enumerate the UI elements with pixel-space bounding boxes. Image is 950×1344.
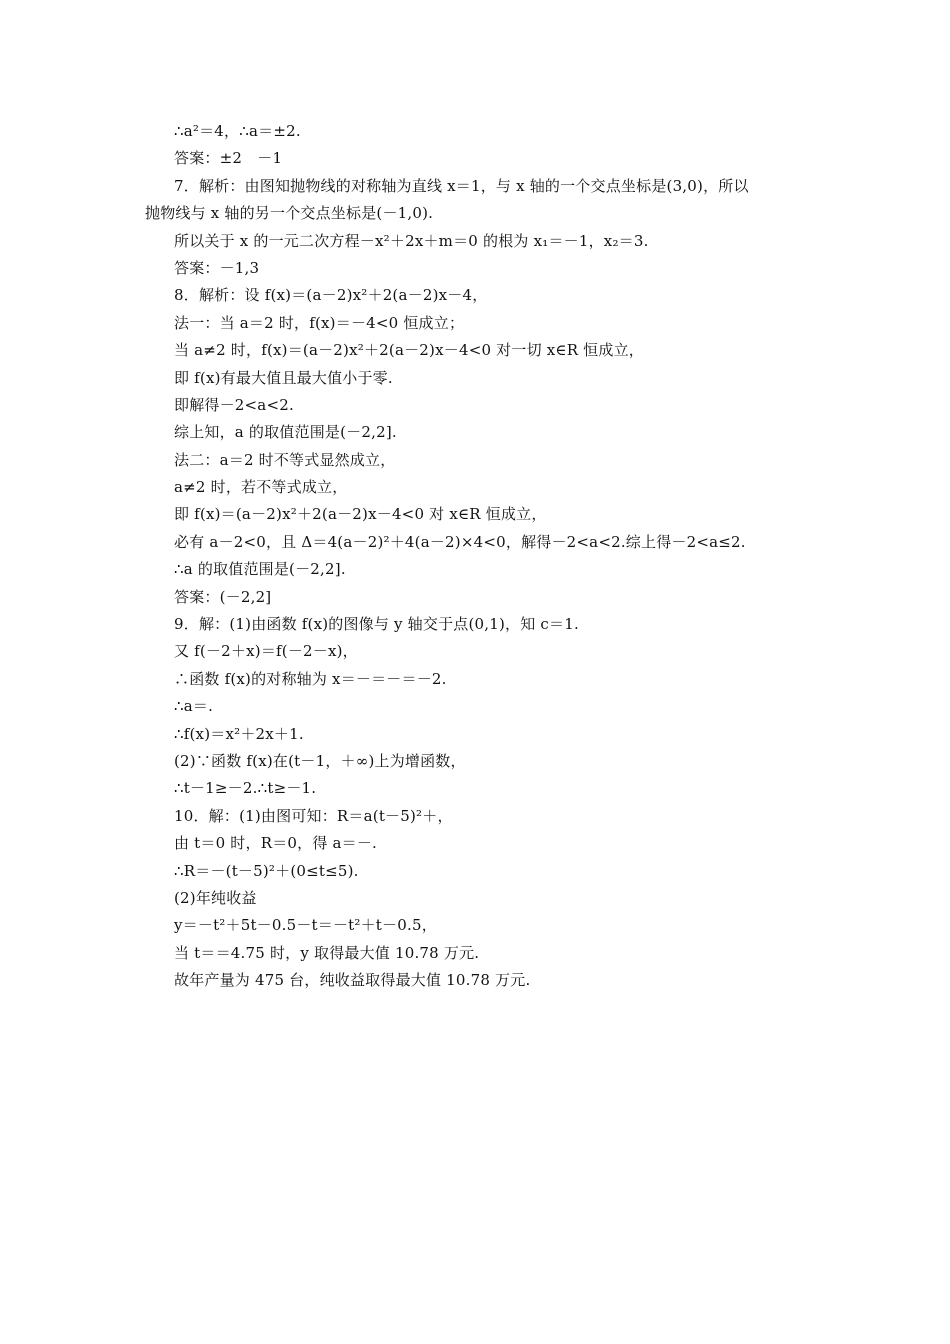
- answer-line: 答案：±2 －1: [174, 149, 283, 168]
- text-line: ∴t－1≥－2.∴t≥－1.: [174, 779, 317, 798]
- text-line: 即 f(x)＝(a－2)x²＋2(a－2)x－4<0 对 x∈R 恒成立，: [174, 505, 547, 524]
- text-line: 法二：a＝2 时不等式显然成立，: [174, 450, 396, 469]
- text-line: (2)∵函数 f(x)在(t－1，＋∞)上为增函数，: [174, 751, 466, 770]
- text-line: a≠2 时，若不等式成立，: [174, 478, 348, 497]
- text-line: 即解得－2<a<2.: [174, 395, 294, 414]
- text-line: ∴函数 f(x)的对称轴为 x＝－＝－＝－2.: [174, 669, 447, 688]
- text-line: 由 t＝0 时，R＝0，得 a＝－.: [174, 834, 378, 853]
- text-line: 当 a≠2 时，f(x)＝(a－2)x²＋2(a－2)x－4<0 对一切 x∈R 恒成立，: [174, 341, 644, 360]
- text-line: 所以关于 x 的一元二次方程－x²＋2x＋m＝0 的根为 x₁＝－1，x₂＝3.: [174, 231, 649, 250]
- problem-7-solution-line: 7．解析：由图知抛物线的对称轴为直线 x＝1，与 x 轴的一个交点坐标是(3,0)，所以: [174, 176, 749, 195]
- problem-8-solution-line: 8．解析：设 f(x)＝(a－2)x²＋2(a－2)x－4，: [174, 286, 488, 305]
- text-line: (2)年纯收益: [174, 888, 257, 907]
- text-line: 综上知，a 的取值范围是(－2,2].: [174, 423, 397, 442]
- text-line: ∴a²＝4，∴a＝±2.: [174, 122, 301, 140]
- text-line: 法一：当 a＝2 时，f(x)＝－4<0 恒成立；: [174, 313, 465, 332]
- text-line: ∴a 的取值范围是(－2,2].: [174, 560, 346, 579]
- conclusion-line: 故年产量为 475 台，纯收益取得最大值 10.78 万元.: [174, 971, 531, 990]
- text-line: 抛物线与 x 轴的另一个交点坐标是(－1,0).: [145, 204, 434, 223]
- problem-9-solution-line: 9．解：(1)由函数 f(x)的图像与 y 轴交于点(0,1)，知 c＝1.: [174, 615, 579, 634]
- solution-text-body: [145, 118, 825, 995]
- answer-line: 答案：－1,3: [174, 258, 260, 277]
- text-line: 当 t＝＝4.75 时，y 取得最大值 10.78 万元.: [174, 943, 480, 962]
- text-line: ∴a＝.: [174, 697, 214, 716]
- text-line: 必有 a－2<0，且 Δ＝4(a－2)²＋4(a－2)×4<0，解得－2<a<2.综上得－2<a≤2.: [174, 532, 746, 551]
- text-line: ∴R＝－(t－5)²＋(0≤t≤5).: [174, 861, 359, 880]
- text-line: 即 f(x)有最大值且最大值小于零.: [174, 368, 393, 387]
- answer-line: 答案：(－2,2]: [174, 587, 272, 606]
- text-line: 又 f(－2＋x)＝f(－2－x)，: [174, 642, 358, 661]
- problem-10-solution-line: 10．解：(1)由图可知：R＝a(t－5)²＋，: [174, 806, 453, 825]
- text-line: ∴f(x)＝x²＋2x＋1.: [174, 724, 304, 743]
- text-line: y＝－t²＋5t－0.5－t＝－t²＋t－0.5，: [174, 916, 437, 935]
